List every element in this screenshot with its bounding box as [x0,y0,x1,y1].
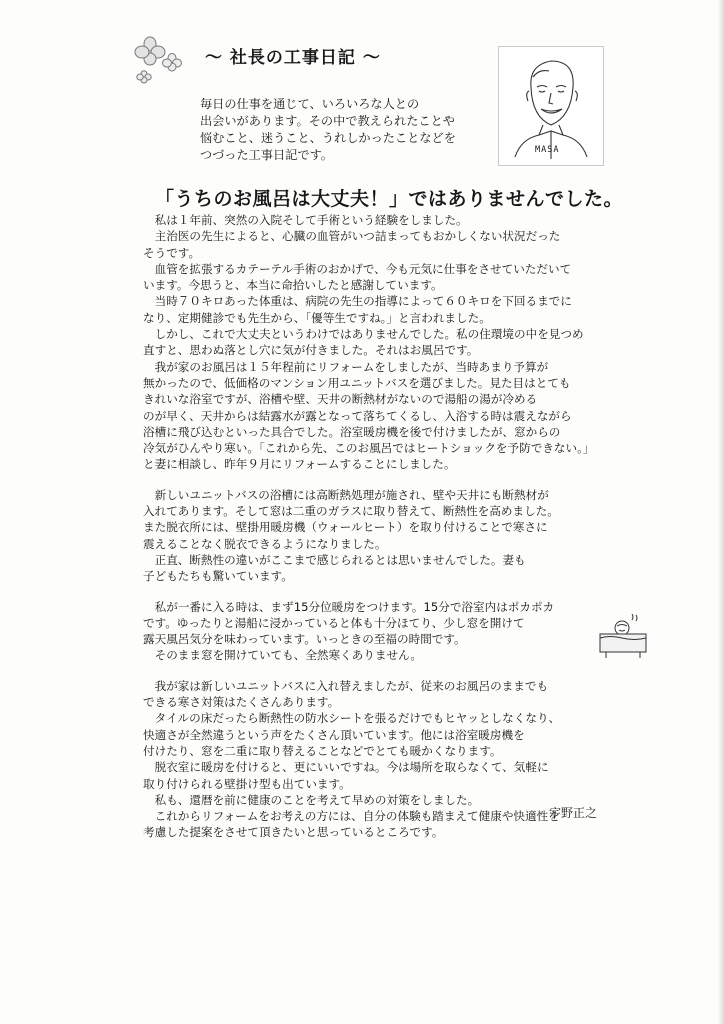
text-line: 取り付けられる壁掛け型も出ています。 [143,776,351,791]
text-line: 考慮した提案をさせて頂きたいと思っているところです。 [143,825,444,840]
paragraph [143,487,663,585]
text-line: のが早く、天井からは結露水が露となって落ちてくるし、入浴する時は震えながら [143,408,572,423]
portrait-caption: MASA [535,145,560,155]
intro-line: 毎日の仕事を通じて、いろいろな人との [200,97,420,111]
text-line: 付けたり、窓を二重に取り替えることなどでとても暖かくなります。 [143,743,502,758]
text-line: 冷気がひんやり寒い。「これから先、このお風呂ではヒートショックを予防できない。」 [143,441,595,456]
author-signature: 宇野正之 [549,806,598,820]
text-line: 我が家のお風呂は１５年程前にリフォームをしましたが、当時あまり予算が [143,359,549,374]
text-line: 震えることなく脱衣できるようになりました。 [143,536,387,551]
intro-line: つづった工事日記です。 [200,148,333,162]
text-line: 私は１年前、突然の入院そして手術という経験をしました。 [143,213,468,227]
paragraph [143,599,663,664]
portrait-sketch [498,46,604,166]
intro-text [200,96,480,164]
intro-line: 出会いがあります。その中で教えられたことや [200,114,455,128]
text-line: これからリフォームをお考えの方には、自分の体験も踏まえて健康や快適性を [143,809,560,824]
text-line: きれいな浴室ですが、浴槽や壁、天井の断熱材がないので湯船の湯が冷める [143,392,538,407]
text-line: です。ゆったりと湯船に浸かっていると体も十分ほてり、少し窓を開けて [143,615,525,630]
text-line: 露天風呂気分を味わっています。いっときの至福の時間です。 [143,632,466,647]
text-line: タイルの床だったら断熱性の防水シートを張るだけでもヒヤッとしなくなり、 [143,711,561,726]
text-line: 正直、断熱性の違いがここまで感じられるとは思いませんでした。妻も [143,552,526,567]
clover-icon [130,32,190,92]
text-line: 無かったので、低価格のマンション用ユニットバスを選びました。見た目はとても [143,375,571,390]
text-line: 脱衣室に暖房を付けると、更にいいですね。今は場所を取らなくて、気軽に [143,760,549,775]
text-line: と妻に相談し、昨年９月にリフォームすることにしました。 [143,457,456,472]
page-edge [718,0,724,1024]
text-line: そうです。 [143,245,201,260]
text-line: 当時７０キロあった体重は、病院の先生の指導によって６０キロを下回るまでに [143,294,572,309]
text-line: そのまま窓を開けていても、全然寒くありません。 [143,648,422,663]
text-line: なり、定期健診でも先生から、「優等生ですね。」と言われました。 [143,310,491,325]
paragraph [143,212,663,473]
text-line: また脱衣所には、壁掛用暖房機（ウォールヒート）を取り付けることで寒さに [143,520,548,535]
article-body [143,212,663,841]
text-line: 主治医の先生によると、心臓の血管がいつ詰まってもおかしくない状況だった [143,229,561,244]
text-line: 入れてあります。そして窓は二重のガラスに取り替えて、断熱性を高めました。 [143,504,559,519]
intro-line: 悩むこと、迷うこと、うれしかったことなどを [200,131,456,145]
text-line: 子どもたちも驚いています。 [143,569,293,584]
text-line: 快適さが全然違うという声をたくさん頂いています。他には浴室暖房機を [143,727,525,742]
text-line: しかし、これで大丈夫というわけではありませんでした。私の住環境の中を見つめ [143,327,584,342]
text-line: 浴槽に飛び込むといった具合でした。浴室暖房機を後で付けましたが、窓からの [143,424,561,439]
bath-illustration [596,614,650,662]
text-line: います。今思うと、本当に命拾いしたと感謝しています。 [143,278,443,293]
text-line: 我が家は新しいユニットバスに入れ替えましたが、従来のお風呂のままでも [143,678,549,693]
diary-title: ～ 社長の工事日記 ～ [205,48,381,68]
text-line: 私も、還暦を前に健康のことを考えて早めの対策をしました。 [143,792,480,807]
text-line: できる寒さ対策はたくさんあります。 [143,695,340,710]
text-line: 私が一番に入る時は、まず15分位暖房をつけます。15分で浴室内はポカポカ [143,599,555,614]
text-line: 血管を拡張するカテーテル手術のおかげで、今も元気に仕事をさせていただいて [143,261,572,276]
text-line: 直すと、思わぬ落とし穴に気が付きました。それはお風呂です。 [143,343,479,358]
article-headline: 「うちのお風呂は大丈夫！」ではありませんでした。 [155,188,624,210]
text-line: 新しいユニットバスの浴槽には高断熱処理が施され、壁や天井にも断熱材が [143,487,549,502]
